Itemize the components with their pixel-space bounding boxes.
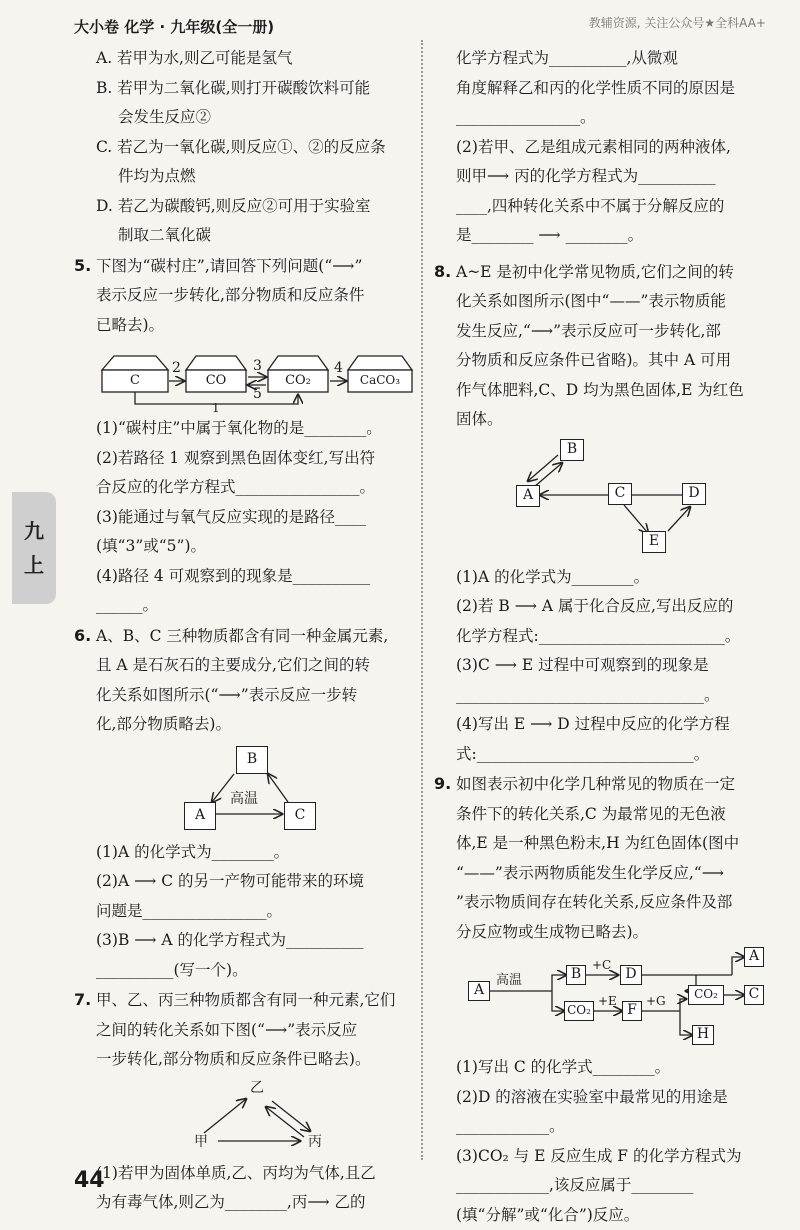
q6-diagram: [96, 744, 410, 834]
q4-options: [74, 44, 410, 251]
question-9: [434, 769, 768, 1230]
q7-node-jia: 甲: [194, 1133, 208, 1151]
q7-stem-2: 之间的转化关系如下图(“⟶”表示反应: [96, 1016, 410, 1046]
q9-part-1: (1)写出 C 的化学式________。: [456, 1053, 768, 1083]
split2-to-h-arrow: [680, 1011, 692, 1035]
q8-box-b: B: [560, 439, 584, 461]
q7-cont-3: ________________。: [456, 103, 768, 133]
q8-stem-1: A~E 是初中化学常见物质,它们之间的转: [456, 263, 734, 281]
q6-stem-1: A、B、C 三种物质都含有同一种金属元素,: [96, 627, 388, 645]
q9-box-c: C: [744, 985, 764, 1005]
house-co2-label: CO₂: [268, 370, 328, 392]
b-to-a-arrow-1: [528, 455, 558, 481]
q8-box-a: A: [516, 485, 540, 507]
branch-to-a-arrow: [732, 957, 744, 975]
q9-label-plus-c: +C: [592, 957, 611, 973]
q7-diagram-svg: [96, 1079, 396, 1155]
q8-stem-2: 化关系如图所示(图中“——”表示物质能: [456, 287, 768, 317]
q8-stem-3: 发生反应,“⟶”表示反应可一步转化,部: [456, 317, 768, 347]
q8-part-4: (4)写出 E ⟶ D 过程中反应的化学方程: [456, 710, 768, 740]
q7-part-1: (1)若甲为固体单质,乙、丙均为气体,且乙: [96, 1159, 410, 1189]
q7-continuation: [434, 44, 768, 251]
q7-cont-2: 角度解释乙和丙的化学性质不同的原因是: [456, 74, 768, 104]
q6-part-2: (2)A ⟶ C 的另一产物可能带来的环境: [96, 867, 410, 897]
q9-label-plus-g: +G: [646, 993, 666, 1009]
q9-part-3: (3)CO₂ 与 E 反应生成 F 的化学方程式为: [456, 1142, 768, 1172]
q7-node-bing: 丙: [308, 1133, 322, 1151]
question-7: [74, 985, 410, 1218]
q9-box-d: D: [620, 965, 642, 985]
q7-number: 7.: [74, 985, 96, 1015]
q9-part-3-cont: ____________,该反应属于________: [456, 1171, 768, 1201]
q7-cont-7: 是________ ⟶ ________。: [456, 221, 768, 251]
q5-part-1: (1)“碳村庄”中属于氧化物的是________。: [96, 414, 410, 444]
q9-diagram: [456, 951, 768, 1049]
q4-option-b-cont: 会发生反应②: [96, 103, 410, 133]
q9-part-2: (2)D 的溶液在实验室中最常见的用途是: [456, 1083, 768, 1113]
q7-cont-1: 化学方程式为__________,从微观: [456, 44, 768, 74]
book-title: 大小卷 化学 · 九年级(全一册): [74, 16, 274, 37]
q6-part-3: (3)B ⟶ A 的化学方程式为__________: [96, 926, 410, 956]
q9-box-a-right: A: [744, 947, 764, 967]
q5-part-3-cont: (填“3”或“5”)。: [96, 532, 410, 562]
q9-stem-1: 如图表示初中化学几种常见的物质在一定: [456, 775, 735, 793]
q4-option-c-cont: 件均为点燃: [96, 162, 410, 192]
q6-box-a: A: [184, 802, 216, 830]
q7-stem-1: 甲、乙、丙三种物质都含有同一种元素,它们: [96, 991, 395, 1009]
question-6: [74, 621, 410, 986]
path-4-label: 4: [334, 360, 343, 376]
path-2-label: 2: [172, 360, 181, 376]
q4-option-c: C. 若乙为一氧化碳,则反应①、②的反应条: [96, 133, 410, 163]
q5-part-4-cont: ______。: [96, 591, 410, 621]
q8-stem-6: 固体。: [456, 405, 768, 435]
q8-diagram-svg: [456, 439, 756, 559]
house-co-label: CO: [186, 370, 246, 392]
split-to-b-arrow: [552, 975, 566, 991]
q7-stem-3: 一步转化,部分物质和反应条件已略去)。: [96, 1045, 410, 1075]
q7-cont-4: (2)若甲、乙是组成元素相同的两种液体,: [456, 133, 768, 163]
q5-part-2-cont: 合反应的化学方程式________________。: [96, 473, 410, 503]
page-number: 44: [74, 1168, 105, 1193]
jia-to-yi-arrow: [204, 1099, 246, 1133]
q7-node-yi: 乙: [250, 1079, 264, 1097]
q6-stem-2: 且 A 是石灰石的主要成分,它们之间的转: [96, 651, 410, 681]
side-tab-line2: 上: [24, 548, 44, 582]
q8-diagram: [456, 439, 768, 559]
e-to-d-arrow: [668, 507, 690, 531]
path-3-label: 3: [253, 358, 262, 374]
q6-number: 6.: [74, 621, 96, 651]
q6-part-1: (1)A 的化学式为________。: [96, 838, 410, 868]
q9-stem-2: 条件下的转化关系,C 为最常见的无色液: [456, 800, 768, 830]
grade-side-tab: [12, 492, 56, 604]
q8-stem-4: 分物质和反应条件已省略)。其中 A 可用: [456, 346, 768, 376]
q8-box-e: E: [642, 531, 666, 553]
q8-part-3-cont: ________________________________。: [456, 681, 768, 711]
q8-part-2-cont: 化学方程式:________________________。: [456, 622, 768, 652]
split2-to-co2-arrow: [680, 999, 686, 1011]
q9-stem-3: 体,E 是一种黑色粉末,H 为红色固体(图中: [456, 829, 768, 859]
q8-part-1: (1)A 的化学式为________。: [456, 563, 768, 593]
q6-part-3-cont: __________(写一个)。: [96, 956, 410, 986]
q9-stem-5: ”表示物质间存在转化关系,反应条件及部: [456, 888, 768, 918]
q8-box-d: D: [682, 483, 706, 505]
q9-label-gaowen: 高温: [496, 973, 522, 989]
q9-stem-4: “——”表示两物质能发生化学反应,“⟶: [456, 859, 768, 889]
q7-part-1-cont: 为有毒气体,则乙为________,丙⟶ 乙的: [96, 1188, 410, 1218]
q8-part-4-cont: 式:____________________________。: [456, 740, 768, 770]
header-note: 教辅资源, 关注公众号★全科AA+: [589, 14, 766, 31]
q4-option-a: A. 若甲为水,则乙可能是氢气: [96, 44, 410, 74]
house-caco3-label: CaCO₃: [348, 370, 412, 392]
q9-box-co2-right: CO₂: [688, 985, 724, 1005]
q6-stem-4: 化,部分物质略去)。: [96, 710, 410, 740]
q5-part-2: (2)若路径 1 观察到黑色固体变红,写出符: [96, 444, 410, 474]
q4-option-d: D. 若乙为碳酸钙,则反应②可用于实验室: [96, 192, 410, 222]
question-8: [434, 257, 768, 770]
c-to-e-arrow: [624, 505, 648, 533]
q7-diagram: [96, 1079, 410, 1155]
q5-number: 5.: [74, 251, 96, 281]
q5-part-4: (4)路径 4 可观察到的现象是__________: [96, 562, 410, 592]
q9-box-b: B: [566, 965, 586, 985]
q8-box-c: C: [608, 483, 632, 505]
path-5-label: 5: [253, 386, 262, 402]
q5-part-3: (3)能通过与氧气反应实现的是路径____: [96, 503, 410, 533]
q9-box-h: H: [692, 1025, 714, 1045]
q6-stem-3: 化关系如图所示(“⟶”表示反应一步转: [96, 681, 410, 711]
split-to-co2-arrow: [552, 991, 564, 1011]
side-tab-line1: 九: [24, 514, 44, 548]
q7-cont-6: ____,四种转化关系中不属于分解反应的: [456, 192, 768, 222]
q4-option-d-cont: 制取二氧化碳: [96, 221, 410, 251]
q6-condition-label: 高温: [230, 790, 258, 808]
q6-part-2-cont: 问题是________________。: [96, 897, 410, 927]
q9-label-plus-e: +E: [598, 993, 617, 1009]
q9-box-a: A: [468, 981, 490, 1001]
q9-box-co2-left: CO₂: [564, 1001, 594, 1021]
q9-number: 9.: [434, 769, 456, 799]
q5-stem-1: 下图为“碳村庄”,请回答下列问题(“⟶”: [96, 257, 362, 275]
house-c-label: C: [102, 370, 168, 392]
q9-stem-6: 分反应物或生成物已略去)。: [456, 918, 768, 948]
q6-box-c: C: [284, 802, 316, 830]
q5-stem-2: 表示反应一步转化,部分物质和反应条件: [96, 281, 410, 311]
q8-part-2: (2)若 B ⟶ A 属于化合反应,写出反应的: [456, 592, 768, 622]
q6-box-b: B: [236, 746, 268, 774]
path-1-label: 1: [212, 402, 220, 414]
c-to-b-arrow: [268, 774, 288, 802]
q9-box-f: F: [622, 1001, 642, 1021]
carbon-village-diagram: [96, 344, 410, 410]
q9-part-2-cont: ____________。: [456, 1112, 768, 1142]
q8-number: 8.: [434, 257, 456, 287]
question-5: [74, 251, 410, 621]
q9-part-3-end: (填“分解”或“化合”)反应。: [456, 1201, 768, 1230]
a-to-b-arrow-2: [534, 463, 562, 487]
q8-part-3: (3)C ⟶ E 过程中可观察到的现象是: [456, 651, 768, 681]
right-column: [434, 44, 768, 1230]
q7-cont-5: 则甲⟶ 丙的化学方程式为__________: [456, 162, 768, 192]
q4-option-b: B. 若甲为二氧化碳,则打开碳酸饮料可能: [96, 74, 410, 104]
q8-stem-5: 作气体肥料,C、D 均为黑色固体,E 为红色: [456, 376, 768, 406]
q5-stem-3: 已略去)。: [96, 311, 410, 341]
left-column: [74, 44, 410, 1218]
column-divider: [421, 40, 423, 1160]
